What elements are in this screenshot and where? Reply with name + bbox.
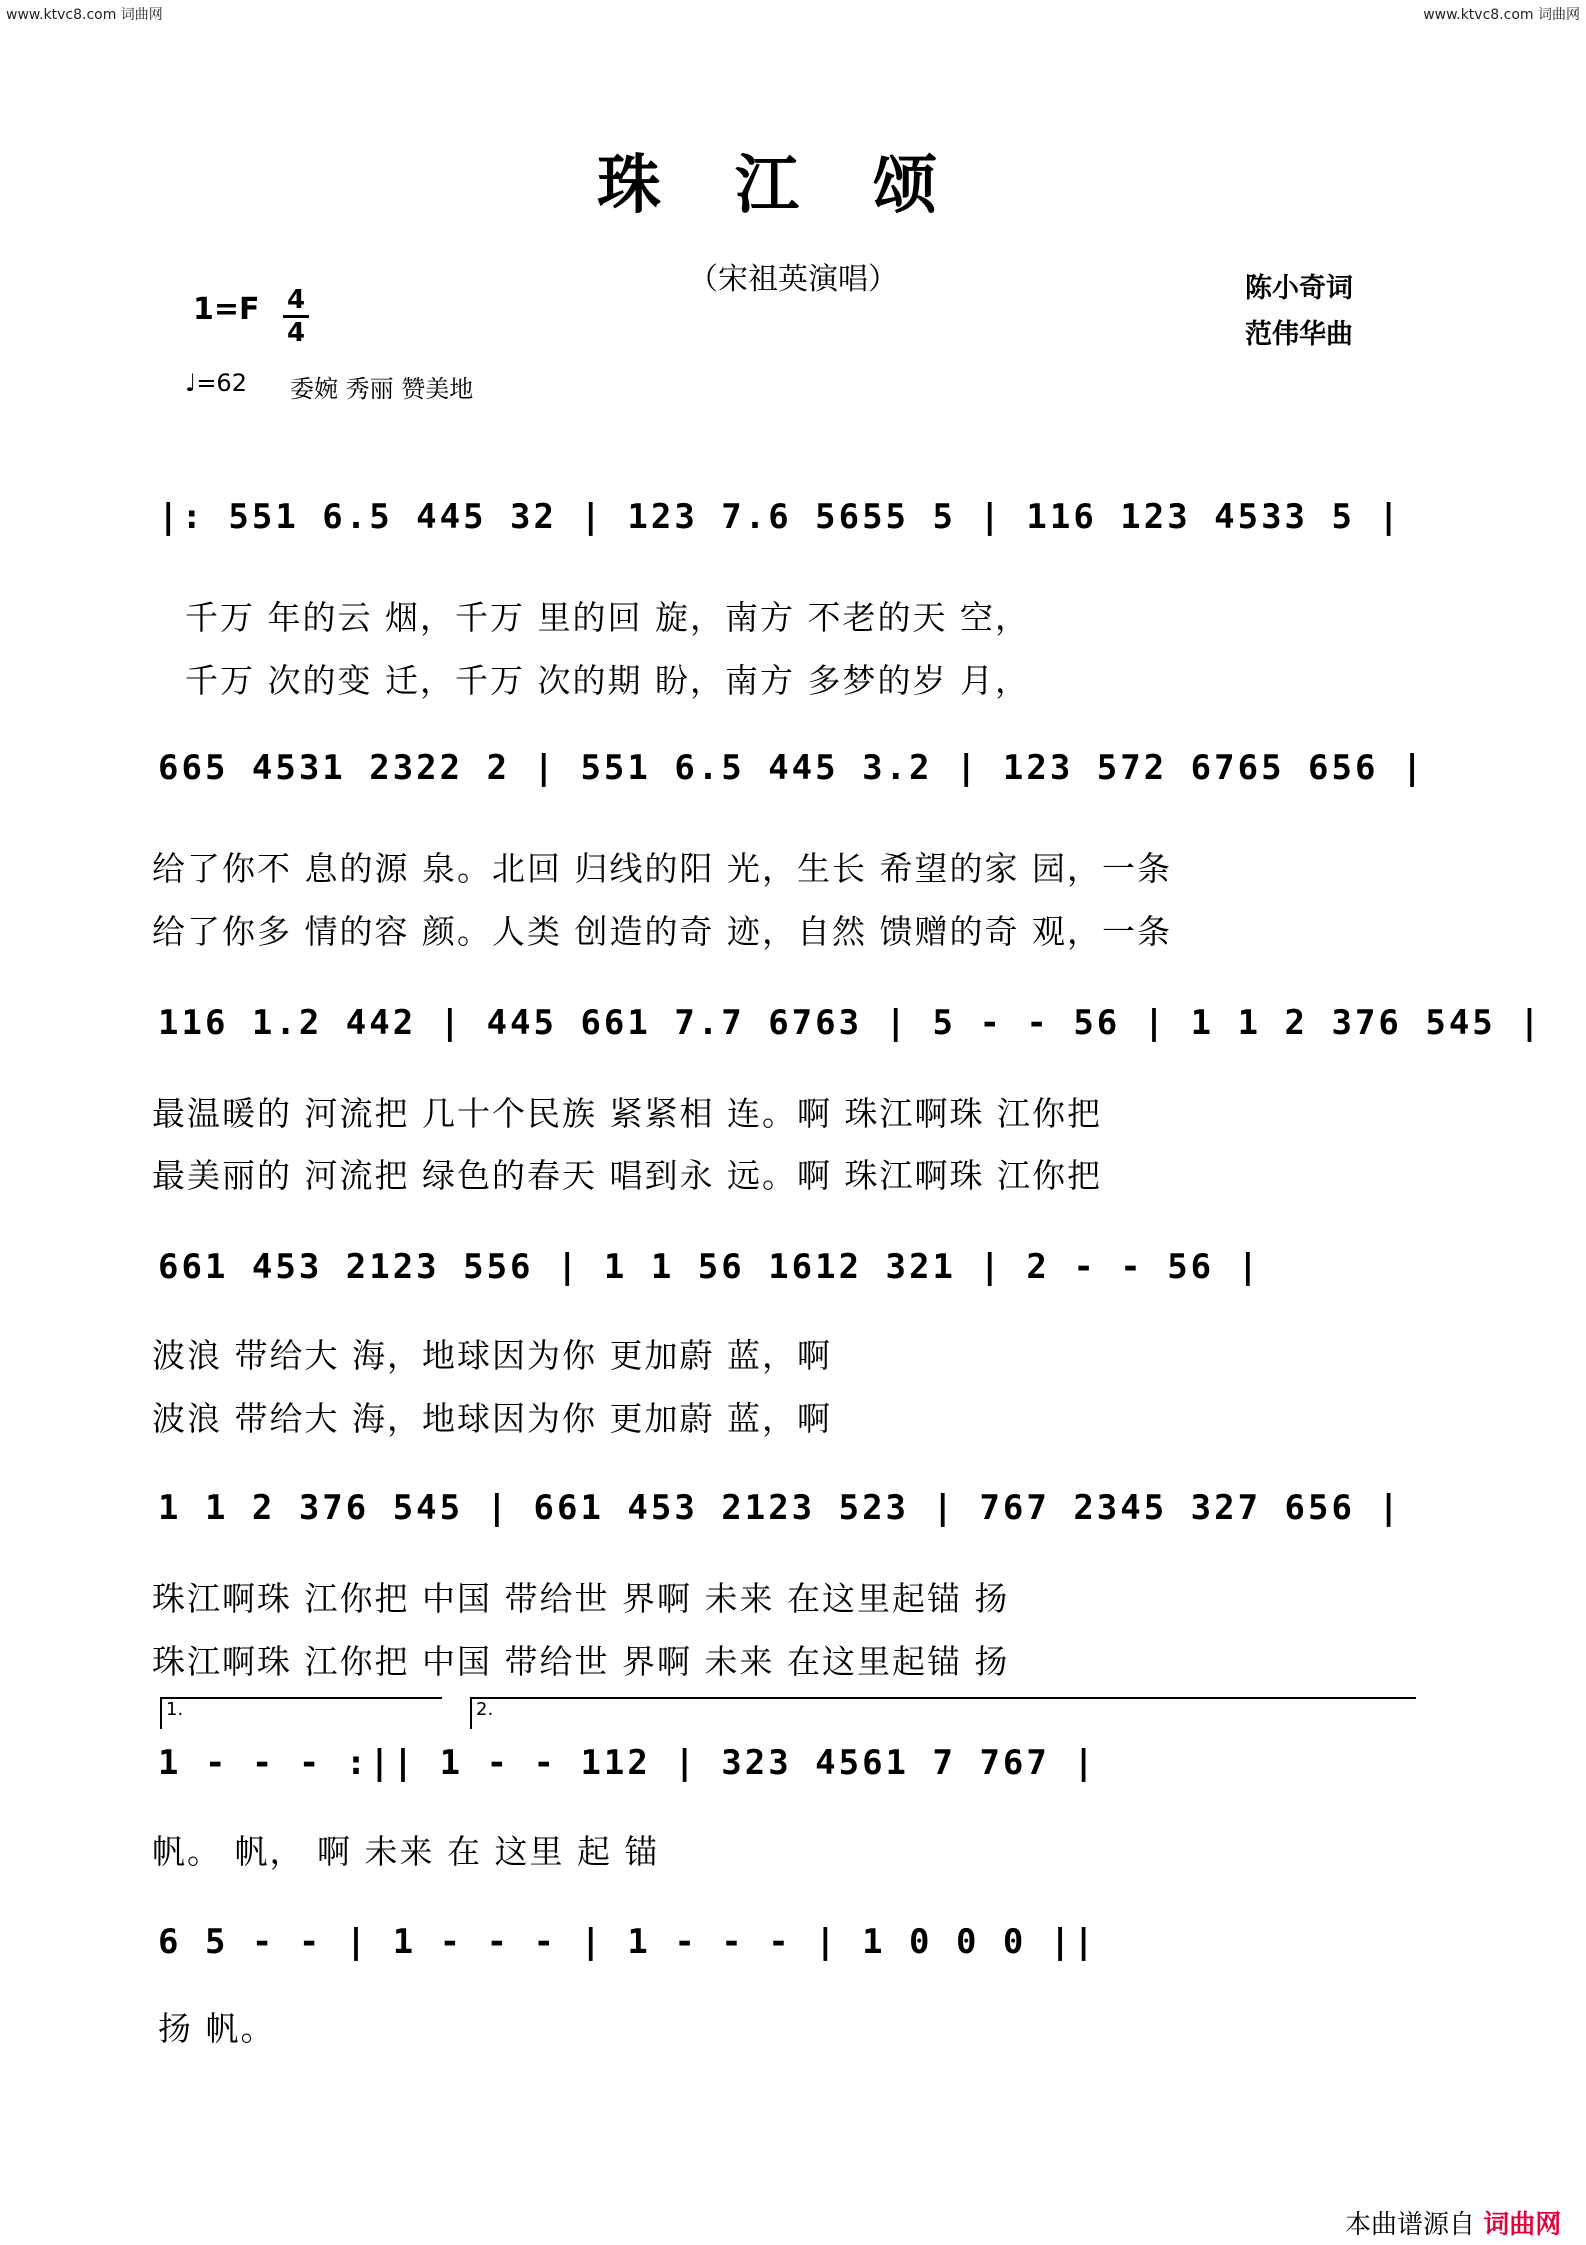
system-2-lyrics-verse-1: 给了你不 息的源 泉。北回 归线的阳 光，生长 希望的家 园，一条	[152, 849, 1172, 888]
footer-site-link[interactable]: 词曲网	[1483, 2210, 1562, 2240]
key-signature: 1=F	[193, 292, 260, 327]
time-signature	[283, 286, 309, 347]
watermark-left: www.ktvc8.com 词曲网	[6, 7, 163, 23]
system-1-notes: |: 551 6.5 445 32 | 123 7.6 5655 5 | 116 123 4533 5 |	[158, 497, 1402, 537]
system-2-lyrics-verse-2: 给了你多 情的容 颜。人类 创造的奇 迹，自然 馈赠的奇 观，一条	[152, 912, 1172, 951]
system-5-notes: 1 1 2 376 545 | 661 453 2123 523 | 767 2345 327 656 |	[158, 1488, 1402, 1528]
system-6-notes: 1 - - - :|| 1 - - 112 | 323 4561 7 767 |	[158, 1743, 1097, 1783]
system-5-lyrics-verse-2: 珠江啊珠 江你把 中国 带给世 界啊 未来 在这里起锚 扬	[152, 1642, 1010, 1681]
system-4-lyrics-verse-1: 波浪 带给大 海，地球因为你 更加蔚 蓝，啊	[152, 1336, 832, 1375]
system-7-lyrics: 扬 帆。	[158, 2009, 276, 2048]
score-subtitle: （宋祖英演唱）	[688, 262, 898, 297]
composer: 范伟华曲	[1245, 319, 1353, 350]
volta-first-ending: 1.	[160, 1697, 442, 1729]
time-signature-top: 4	[286, 285, 306, 315]
credits	[1245, 266, 1353, 358]
system-2-notes: 665 4531 2322 2 | 551 6.5 445 3.2 | 123 572 6765 656 |	[158, 748, 1426, 788]
score-title: 珠江颂	[597, 148, 1011, 223]
system-3-lyrics-verse-2: 最美丽的 河流把 绿色的春天 唱到永 远。啊 珠江啊珠 江你把	[152, 1156, 1102, 1195]
watermark-right: www.ktvc8.com 词曲网	[1423, 7, 1580, 23]
system-4-notes: 661 453 2123 556 | 1 1 56 1612 321 | 2 - - 56 |	[158, 1247, 1262, 1287]
footer-source	[1345, 2204, 1561, 2241]
footer-prefix: 本曲谱源自	[1345, 2210, 1476, 2240]
volta-second-ending: 2.	[470, 1697, 1416, 1729]
system-6-lyrics: 帆。 帆， 啊 未来 在 这里 起 锚	[152, 1832, 660, 1871]
tempo-mark: ♩=62	[185, 369, 247, 397]
time-signature-bottom: 4	[286, 318, 306, 348]
system-7-notes: 6 5 - - | 1 - - - | 1 - - - | 1 0 0 0 ||	[158, 1922, 1097, 1962]
lyricist: 陈小奇词	[1245, 273, 1353, 304]
system-4-lyrics-verse-2: 波浪 带给大 海，地球因为你 更加蔚 蓝，啊	[152, 1399, 832, 1438]
system-3-notes: 116 1.2 442 | 445 661 7.7 6763 | 5 - - 56 | 1 1 2 376 545 |	[158, 1003, 1543, 1043]
system-3-lyrics-verse-1: 最温暖的 河流把 几十个民族 紧紧相 连。啊 珠江啊珠 江你把	[152, 1094, 1102, 1133]
expression-mark: 委婉 秀丽 赞美地	[290, 375, 474, 403]
system-1-lyrics-verse-1: 千万 年的云 烟，千万 里的回 旋，南方 不老的天 空，	[185, 598, 1030, 637]
system-5-lyrics-verse-1: 珠江啊珠 江你把 中国 带给世 界啊 未来 在这里起锚 扬	[152, 1579, 1010, 1618]
system-1-lyrics-verse-2: 千万 次的变 迁，千万 次的期 盼，南方 多梦的岁 月，	[185, 661, 1030, 700]
